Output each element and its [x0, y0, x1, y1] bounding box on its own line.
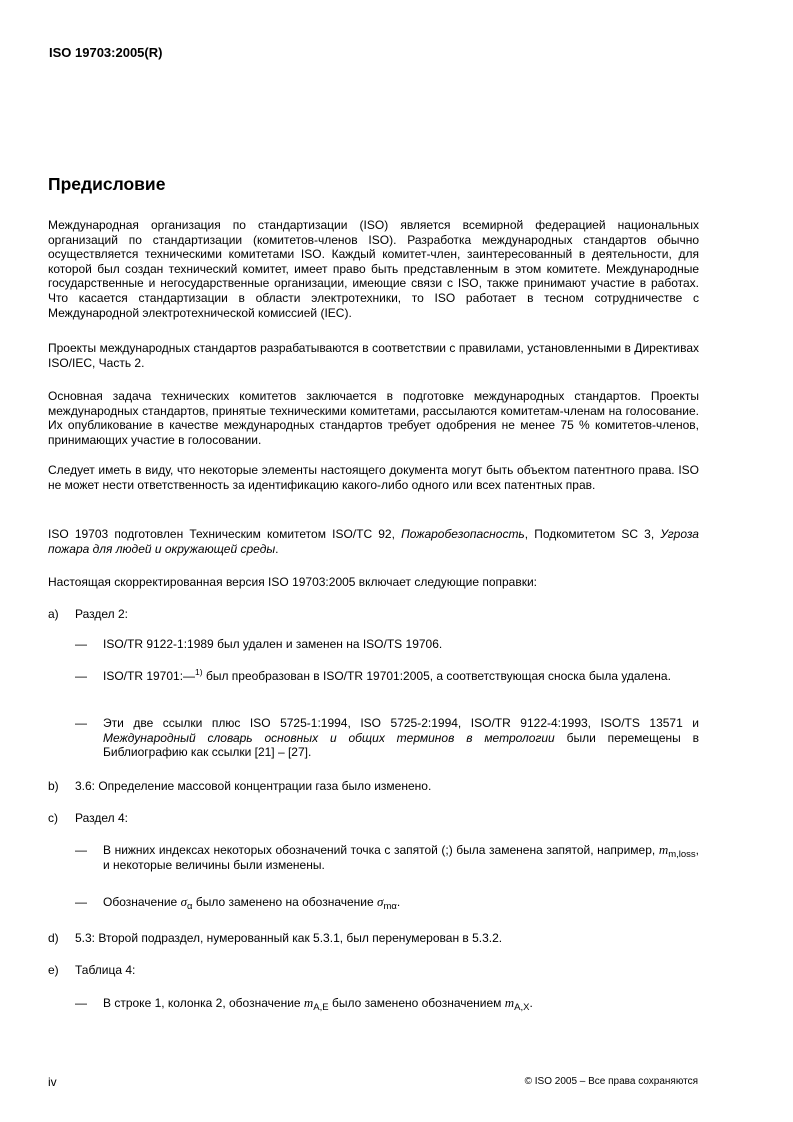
sub-text-mid: было заменено на обозначение	[192, 895, 378, 909]
sub-item-text	[103, 669, 699, 684]
committee-text-3: .	[275, 541, 279, 556]
sub-text-pre: Обозначение	[103, 895, 181, 909]
sub-item-text	[103, 895, 400, 910]
copyright-notice: © ISO 2005 – Все права сохраняются	[524, 1076, 698, 1087]
committee-text-1: ISO 19703 подготовлен Техническим комитетом ISO/TC 92,	[48, 527, 402, 541]
paragraph-directives	[48, 341, 699, 370]
list-item-a	[48, 607, 128, 622]
sub-text-mid: было заменено обозначением	[328, 996, 505, 1010]
list-text: 3.6: Определение массовой концентрации газа было изменено.	[75, 779, 432, 793]
sub-text-post: , и некоторые величины были изменены.	[103, 843, 699, 872]
paragraph-text: Международная организация по стандартизации (ISO) является всемирной федерацией национальных организаций по стандартизации (комитетов-членов ISO). Разработка международных стандартов обычно осуществляется техническими комитетами ISO. Каждый комитет-член, заинтересованный в деятельности, для которой был создан технический комитет, имеет право быть представленным в этом комитете. Международные государственные и негосударственные организации, имеющие связи с ISO, также принимают участие в работах. Что касается стандартизации в области электротехники, то ISO работает в тесном сотрудничестве с Международной электротехнической комиссией (IEC).	[48, 218, 699, 320]
sub-item-text	[103, 996, 533, 1011]
paragraph-text	[48, 527, 699, 556]
paragraph-text: Проекты международных стандартов разрабатываются в соответствии с правилами, установленными в Директивах ISO/IEC, Часть 2.	[48, 341, 699, 370]
symbol-subscript: mα	[383, 901, 397, 912]
paragraph-committee	[48, 527, 699, 556]
list-text: Раздел 2:	[75, 607, 129, 621]
symbol-m: m	[658, 842, 669, 857]
list-label: d)	[48, 931, 59, 945]
list-item-b	[48, 779, 431, 794]
sub-item-text: ISO/TR 9122-1:1989 был удален и заменен на ISO/TS 19706.	[103, 637, 443, 651]
sub-text-pre: Эти две ссылки плюс ISO 5725-1:1994, ISO 5725-2:1994, ISO/TR 9122-4:1993, ISO/TS 13571 и	[103, 716, 699, 730]
paragraph-iso-organization	[48, 218, 699, 320]
list-label: c)	[48, 811, 58, 825]
committee-text-2: , Подкомитетом SC 3,	[524, 527, 661, 541]
sub-text-post: был преобразован в ISO/TR 19701:2005, а соответствующая сноска была удалена.	[202, 669, 671, 683]
symbol-subscript: α	[186, 901, 193, 912]
page-title: Предисловие	[48, 174, 166, 194]
list-text: Таблица 4:	[75, 963, 136, 977]
dash-marker: —	[75, 669, 87, 683]
symbol-sigma: σ	[180, 894, 187, 909]
document-id: ISO 19703:2005(R)	[49, 45, 163, 60]
symbol-m: m	[504, 995, 515, 1010]
list-label: b)	[48, 779, 59, 793]
dash-marker: —	[75, 843, 87, 857]
paragraph-text: Основная задача технических комитетов заключается в подготовке международных стандартов. Проекты международных стандартов, принятые техническими комитетами, рассылаются комитетам-членам на голосование. Их опубликование в качестве международных стандартов требует одобрения не менее 75 % комитетов-членов, принимающих участие в голосовании.	[48, 389, 699, 447]
paragraph-text: Следует иметь в виду, что некоторые элементы настоящего документа могут быть объектом патентного права. ISO не может нести ответственность за идентификацию какого-либо одного или всех патентных прав.	[48, 463, 699, 492]
sub-text-post: .	[396, 895, 401, 909]
sub-item-text	[103, 716, 699, 760]
paragraph-committees-task	[48, 389, 699, 447]
symbol-subscript: A,E	[313, 1002, 329, 1013]
symbol-m: m	[303, 995, 314, 1010]
footnote-ref: 1)	[195, 667, 203, 677]
dash-marker: —	[75, 996, 87, 1010]
sub-item-text	[103, 843, 699, 872]
list-item-c	[48, 811, 128, 826]
symbol-sigma: σ	[377, 894, 384, 909]
dash-marker: —	[75, 895, 87, 909]
sub-text-pre: В строке 1, колонка 2, обозначение	[103, 996, 304, 1010]
dash-marker: —	[75, 716, 87, 730]
sub-text-pre: ISO/TR 19701:—	[103, 669, 196, 683]
sub-text-post: .	[529, 996, 533, 1010]
sub-text-pre: В нижних индексах некоторых обозначений точка с запятой (;) была заменена запятой, например,	[103, 843, 659, 857]
subcommittee-name-italic: Угроза пожара для людей и окружающей среды	[48, 527, 699, 556]
sub-text-post: были перемещены в Библиографию как ссылки [21] – [27].	[103, 730, 699, 760]
vocabulary-title-italic: Международный словарь основных и общих терминов в метрологии	[103, 730, 555, 745]
page-number: iv	[48, 1075, 57, 1089]
paragraph-patent-rights	[48, 463, 699, 492]
symbol-subscript: m,loss	[668, 849, 696, 860]
list-label: a)	[48, 607, 59, 621]
list-text: Раздел 4:	[75, 811, 129, 825]
dash-marker: —	[75, 637, 87, 651]
list-item-e	[48, 963, 135, 978]
list-item-d	[48, 931, 502, 946]
paragraph-text: Настоящая скорректированная версия ISO 19703:2005 включает следующие поправки:	[48, 575, 538, 589]
list-label: e)	[48, 963, 59, 977]
symbol-subscript: A,X	[514, 1002, 530, 1013]
list-text: 5.3: Второй подраздел, нумерованный как 5.3.1, был перенумерован в 5.3.2.	[75, 931, 503, 945]
committee-name-italic: Пожаробезопасность	[401, 527, 525, 541]
corrections-intro	[48, 575, 699, 590]
